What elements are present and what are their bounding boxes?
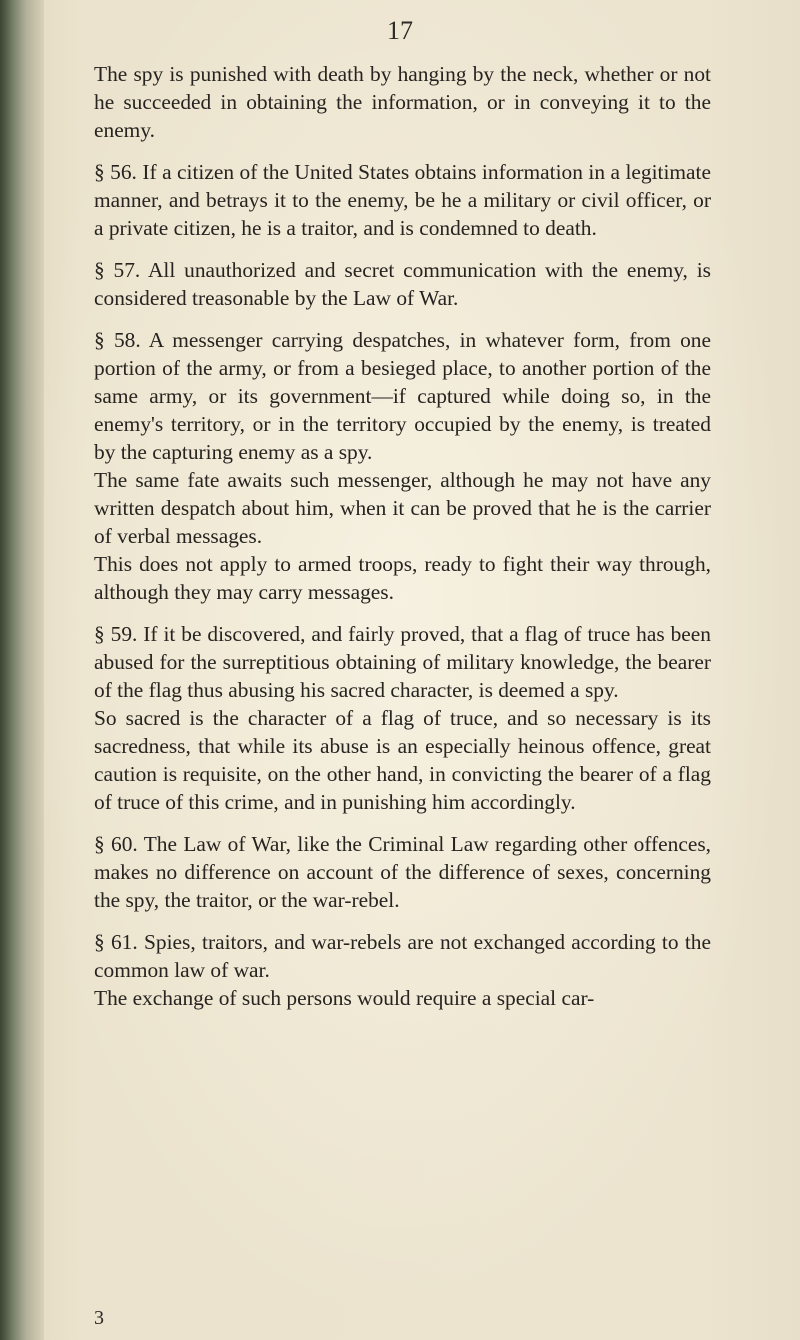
paragraph-spy-punishment: The spy is punished with death by hanging by the neck, whether or not he succeeded in obtaining the information, or in conveying it to the enemy. xyxy=(94,62,711,142)
paragraph-section-60: § 60. The Law of War, like the Criminal Law regarding other offences, makes no difference on account of the difference of sexes, concerning the spy, the traitor, or the war-rebel. xyxy=(94,832,711,912)
paragraph-section-61: § 61. Spies, traitors, and war-rebels are not exchanged according to the common law of war. xyxy=(94,930,711,982)
paragraph-section-57: § 57. All unauthorized and secret communication with the enemy, is considered treasonable by the Law of War. xyxy=(94,258,711,310)
paragraph-armed-troops: This does not apply to armed troops, ready to fight their way through, although they may carry messages. xyxy=(94,552,711,604)
body-text xyxy=(94,60,711,1012)
paragraph-flag-of-truce: So sacred is the character of a flag of truce, and so necessary is its sacredness, that while its abuse is an especially heinous offence, great caution is requisite, on the other hand, in convicting the bearer of a flag of truce of this crime, and in punishing him accordingly. xyxy=(94,706,711,814)
paragraph-messenger-fate: The same fate awaits such messenger, although he may not have any written despatch about him, when it can be proved that he is the carrier of verbal messages. xyxy=(94,468,711,548)
page-number: 17 xyxy=(387,16,413,45)
paragraph-section-56: § 56. If a citizen of the United States obtains information in a legitimate manner, and betrays it to the enemy, be he a military or civil officer, or a private citizen, he is a traitor, and is condemned to death. xyxy=(94,160,711,240)
signature-mark: 3 xyxy=(94,1307,104,1329)
book-gutter-shadow xyxy=(0,0,44,1340)
paragraph-exchange: The exchange of such persons would require a special car- xyxy=(94,986,595,1010)
paragraph-section-58: § 58. A messenger carrying despatches, in whatever form, from one portion of the army, or from a besieged place, to another portion of the same army, or its government—if captured while doing so, in the enemy's territory, or in the territory occupied by the enemy, is treated by the capturing enemy as a spy. xyxy=(94,328,711,464)
paragraph-section-59: § 59. If it be discovered, and fairly proved, that a flag of truce has been abused for the surreptitious obtaining of military knowledge, the bearer of the flag thus abusing his sacred character, is deemed a spy. xyxy=(94,622,711,702)
